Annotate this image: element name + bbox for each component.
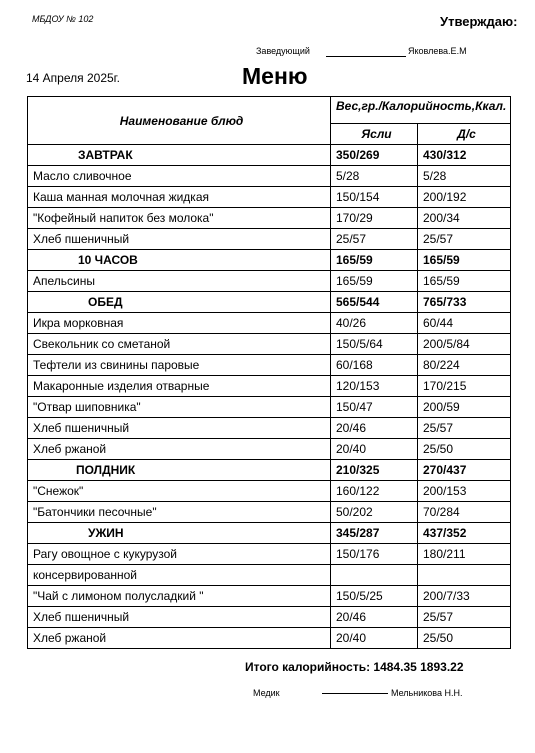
dish-name: Тефтели из свинины паровые [28,355,331,376]
kindergarten-value: 200/59 [418,397,511,418]
kindergarten-value: 25/50 [418,439,511,460]
section-name: ОБЕД [28,292,331,313]
dish-name: Каша манная молочная жидкая [28,187,331,208]
table-row [28,418,511,439]
organization-name: МБДОУ № 102 [32,14,94,24]
medic-label: Медик [253,688,280,698]
nursery-value: 150/154 [331,187,418,208]
head-name: Яковлева.Е.М [408,46,467,56]
table-row [28,313,511,334]
table-row [28,502,511,523]
dish-name: "Кофейный напиток без молока" [28,208,331,229]
section-nursery-value: 565/544 [331,292,418,313]
table-row [28,628,511,649]
kindergarten-value: 25/57 [418,607,511,628]
total-calories: Итого калорийность: 1484.35 1893.22 [245,660,464,674]
section-nursery-value: 345/287 [331,523,418,544]
nursery-value: 160/122 [331,481,418,502]
section-row [28,523,511,544]
dish-name: Макаронные изделия отварные [28,376,331,397]
kindergarten-value: 200/192 [418,187,511,208]
dish-name: Хлеб пшеничный [28,229,331,250]
nursery-value: 165/59 [331,271,418,292]
nursery-value: 170/29 [331,208,418,229]
section-name: ПОЛДНИК [28,460,331,481]
dish-name: "Батончики песочные" [28,502,331,523]
table-header-row [28,97,511,124]
kindergarten-value: 80/224 [418,355,511,376]
section-kindergarten-value: 437/352 [418,523,511,544]
signature-line [322,693,388,694]
table-row [28,376,511,397]
column-header-values: Вес,гр./Калорийность,Ккал. [331,97,511,124]
section-name: УЖИН [28,523,331,544]
section-name: ЗАВТРАК [28,145,331,166]
dish-name: "Чай с лимоном полусладкий " [28,586,331,607]
table-row [28,565,511,586]
section-nursery-value: 165/59 [331,250,418,271]
table-row [28,334,511,355]
menu-date: 14 Апреля 2025г. [26,71,120,85]
dish-name: Хлеб пшеничный [28,418,331,439]
kindergarten-value: 60/44 [418,313,511,334]
dish-name: Апельсины [28,271,331,292]
kindergarten-value: 5/28 [418,166,511,187]
kindergarten-value: 170/215 [418,376,511,397]
medic-name: Мельникова Н.Н. [391,688,463,698]
table-row [28,481,511,502]
dish-name: Рагу овощное с кукурузой [28,544,331,565]
table-row [28,397,511,418]
kindergarten-value: 200/5/84 [418,334,511,355]
section-row [28,460,511,481]
dish-name: "Снежок" [28,481,331,502]
table-row [28,271,511,292]
nursery-value: 25/57 [331,229,418,250]
nursery-value: 40/26 [331,313,418,334]
section-row [28,292,511,313]
nursery-value: 20/40 [331,628,418,649]
section-nursery-value: 210/325 [331,460,418,481]
nursery-value: 5/28 [331,166,418,187]
nursery-value: 50/202 [331,502,418,523]
page-title: Меню [242,63,308,89]
table-row [28,187,511,208]
section-kindergarten-value: 165/59 [418,250,511,271]
kindergarten-value: 25/57 [418,229,511,250]
nursery-value: 150/5/25 [331,586,418,607]
menu-table [27,96,511,649]
kindergarten-value: 25/50 [418,628,511,649]
dish-name: Масло сливочное [28,166,331,187]
nursery-value: 20/46 [331,607,418,628]
approve-label: Утверждаю: [440,14,518,29]
dish-name: Хлеб ржаной [28,439,331,460]
table-row [28,586,511,607]
section-kindergarten-value: 270/437 [418,460,511,481]
nursery-value: 120/153 [331,376,418,397]
dish-name: Хлеб пшеничный [28,607,331,628]
section-row [28,145,511,166]
nursery-value: 150/5/64 [331,334,418,355]
dish-name: Свекольник со сметаной [28,334,331,355]
section-kindergarten-value: 430/312 [418,145,511,166]
dish-name: консервированной [28,565,331,586]
signature-line [326,56,406,57]
dish-name: Хлеб ржаной [28,628,331,649]
column-header-kindergarten: Д/с [418,124,511,145]
table-row [28,544,511,565]
nursery-value: 60/168 [331,355,418,376]
column-header-name: Наименование блюд [28,97,331,145]
nursery-value [331,565,418,586]
section-kindergarten-value: 765/733 [418,292,511,313]
kindergarten-value: 200/34 [418,208,511,229]
table-row [28,208,511,229]
table-row [28,355,511,376]
column-header-nursery: Ясли [331,124,418,145]
table-row [28,229,511,250]
head-label: Заведующий [256,46,310,56]
kindergarten-value: 200/153 [418,481,511,502]
kindergarten-value: 180/211 [418,544,511,565]
kindergarten-value: 25/57 [418,418,511,439]
nursery-value: 150/176 [331,544,418,565]
section-row [28,250,511,271]
table-row [28,607,511,628]
table-row [28,439,511,460]
table-row [28,166,511,187]
nursery-value: 20/46 [331,418,418,439]
nursery-value: 20/40 [331,439,418,460]
kindergarten-value: 70/284 [418,502,511,523]
nursery-value: 150/47 [331,397,418,418]
kindergarten-value: 200/7/33 [418,586,511,607]
dish-name: "Отвар шиповника" [28,397,331,418]
kindergarten-value: 165/59 [418,271,511,292]
dish-name: Икра морковная [28,313,331,334]
section-name: 10 ЧАСОВ [28,250,331,271]
section-nursery-value: 350/269 [331,145,418,166]
kindergarten-value [418,565,511,586]
